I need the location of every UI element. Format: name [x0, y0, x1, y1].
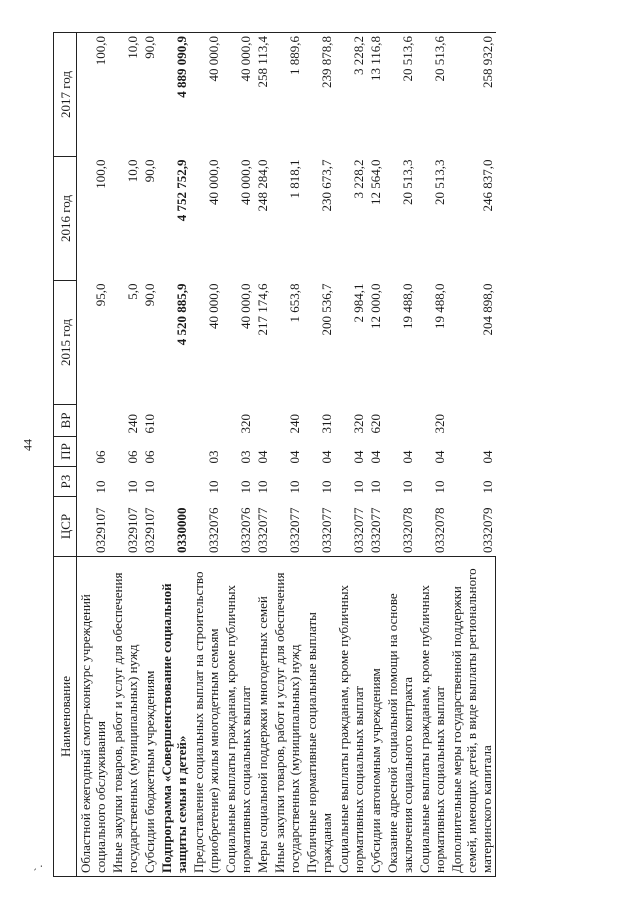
cell-name: Областной ежегодный смотр-конкурс учреждений социального обслуживания — [77, 557, 110, 877]
cell-csr: 0332076 — [238, 507, 253, 553]
cell-y2017: 239 878,8 — [303, 33, 335, 157]
cell-y2016: 90,0 — [142, 159, 157, 183]
cell-y2016: 246 837,0 — [479, 159, 495, 212]
cell-pr: 03 — [206, 450, 221, 464]
cell-vr: 240 — [125, 414, 140, 434]
cell-name: Меры социальной поддержки многодетных семей — [254, 557, 271, 877]
header-pr: ПР — [54, 437, 77, 467]
cell-csr: 0332079 — [479, 507, 495, 553]
cell-pr: 04 — [368, 450, 383, 464]
cell-csr: 0332077 — [255, 507, 270, 553]
cell-csr: 0329107 — [125, 507, 140, 553]
table-row — [109, 33, 141, 877]
cell-vr: 320 — [351, 414, 366, 434]
header-rz: РЗ — [54, 467, 77, 497]
corner-mark: `. — [33, 864, 46, 872]
cell-vr: 320 — [432, 414, 447, 434]
cell-y2016: 4 752 752,9 — [174, 159, 189, 222]
cell-y2015: 200 536,7 — [319, 283, 334, 336]
cell-csr: 0332078 — [432, 507, 447, 553]
cell-vr — [190, 405, 222, 437]
cell-y2017: 40 000,0 — [190, 33, 222, 157]
cell-pr — [158, 437, 190, 467]
cell-csr: 0332077 — [287, 507, 302, 553]
cell-y2015: 19 488,0 — [400, 283, 415, 329]
cell-y2017: 258 932,0 — [448, 33, 496, 157]
cell-y2015: 217 174,6 — [255, 283, 270, 336]
cell-csr: 0332077 — [351, 507, 366, 553]
table-row — [384, 33, 416, 877]
cell-rz: 10 — [400, 480, 415, 494]
cell-rz: 10 — [206, 480, 221, 494]
cell-name: Подпрограмма «Совершенствование социальной защиты семьи и детей» — [158, 557, 190, 877]
table-row — [222, 33, 254, 877]
cell-name: Субсидии бюджетным учреждениям — [141, 557, 158, 877]
cell-pr: 04 — [319, 450, 334, 464]
table-row — [254, 33, 271, 877]
budget-table — [53, 32, 496, 877]
cell-y2015: 5,0 — [125, 283, 140, 300]
cell-rz: 10 — [125, 480, 140, 494]
table-body — [77, 33, 496, 877]
cell-y2015: 90,0 — [142, 283, 157, 307]
cell-y2017: 258 113,4 — [254, 33, 271, 157]
cell-y2016: 248 284,0 — [255, 159, 270, 212]
cell-y2017: 20 513,6 — [416, 33, 448, 157]
cell-name: Иные закупки товаров, работ и услуг для обеспечения государственных (муниципальных) нужд — [109, 557, 141, 877]
cell-name: Публичные нормативные социальные выплаты гражданам — [303, 557, 335, 877]
cell-csr: 0332078 — [400, 507, 415, 553]
cell-y2015: 12 000,0 — [368, 283, 383, 329]
cell-csr: 0329107 — [93, 507, 108, 553]
cell-name: Дополнительные меры государственной поддержки семей, имеющих детей, в виде выплаты регионального материнского капитала — [448, 557, 496, 877]
cell-name: Социальные выплаты гражданам, кроме публичных нормативных социальных выплат — [222, 557, 254, 877]
table-row — [448, 33, 496, 877]
cell-y2016: 100,0 — [93, 159, 108, 189]
cell-vr: 310 — [319, 414, 334, 434]
cell-y2016: 20 513,3 — [432, 159, 447, 205]
table-row — [303, 33, 335, 877]
cell-y2016: 40 000,0 — [238, 159, 253, 205]
cell-rz: 10 — [368, 480, 383, 494]
cell-rz: 10 — [142, 480, 157, 494]
cell-y2017: 3 228,2 — [335, 33, 367, 157]
cell-y2016: 12 564,0 — [368, 159, 383, 205]
cell-y2017: 100,0 — [77, 33, 110, 157]
cell-rz: 10 — [287, 480, 302, 494]
cell-name: Социальные выплаты гражданам, кроме публичных нормативных социальных выплат — [335, 557, 367, 877]
cell-y2015: 204 898,0 — [479, 283, 495, 336]
cell-y2017: 20 513,6 — [384, 33, 416, 157]
header-name: Наименование — [54, 557, 77, 877]
header-2017: 2017 год — [54, 33, 77, 157]
header-2016: 2016 год — [54, 157, 77, 281]
cell-pr: 04 — [479, 450, 495, 464]
cell-y2015: 1 653,8 — [287, 283, 302, 323]
cell-vr — [448, 405, 496, 437]
header-row — [54, 33, 77, 877]
cell-y2015: 19 488,0 — [432, 283, 447, 329]
table-row — [367, 33, 384, 877]
cell-y2016: 1 818,1 — [287, 159, 302, 199]
cell-y2017: 90,0 — [141, 33, 158, 157]
page-number: 44 — [20, 439, 35, 451]
table-row — [416, 33, 448, 877]
cell-y2015: 95,0 — [93, 283, 108, 307]
cell-pr: 06 — [142, 450, 157, 464]
cell-y2015: 40 000,0 — [238, 283, 253, 329]
cell-vr — [77, 405, 110, 437]
cell-name: Иные закупки товаров, работ и услуг для обеспечения государственных (муниципальных) нужд — [271, 557, 303, 877]
cell-pr: 03 — [238, 450, 253, 464]
header-2015: 2015 год — [54, 281, 77, 405]
cell-rz: 10 — [319, 480, 334, 494]
cell-rz: 10 — [238, 480, 253, 494]
cell-pr: 04 — [400, 450, 415, 464]
cell-y2016: 20 513,3 — [400, 159, 415, 205]
cell-pr: 04 — [432, 450, 447, 464]
cell-pr: 04 — [287, 450, 302, 464]
cell-rz: 10 — [432, 480, 447, 494]
cell-csr: 0332077 — [368, 507, 383, 553]
cell-rz: 10 — [255, 480, 270, 494]
cell-y2015: 4 520 885,9 — [174, 283, 189, 346]
cell-csr: 0330000 — [174, 507, 189, 553]
cell-vr: 620 — [368, 414, 383, 434]
cell-vr — [254, 405, 271, 437]
rotated-page-content — [53, 33, 588, 877]
table-header — [54, 33, 77, 877]
cell-vr: 320 — [238, 414, 253, 434]
cell-pr: 06 — [93, 450, 108, 464]
cell-y2015: 2 984,1 — [351, 283, 366, 323]
cell-y2017: 40 000,0 — [222, 33, 254, 157]
header-vr: ВР — [54, 405, 77, 437]
cell-vr: 610 — [142, 414, 157, 434]
table-row — [158, 33, 190, 877]
cell-y2017: 4 889 090,9 — [158, 33, 190, 157]
table-row — [271, 33, 303, 877]
cell-pr: 04 — [255, 450, 270, 464]
cell-csr: 0332077 — [319, 507, 334, 553]
cell-y2017: 1 889,6 — [271, 33, 303, 157]
cell-rz: 10 — [351, 480, 366, 494]
cell-vr: 240 — [287, 414, 302, 434]
cell-rz — [158, 467, 190, 497]
table-row — [77, 33, 110, 877]
header-csr: ЦСР — [54, 497, 77, 557]
cell-name: Социальные выплаты гражданам, кроме публичных нормативных социальных выплат — [416, 557, 448, 877]
cell-y2017: 13 116,8 — [367, 33, 384, 157]
cell-y2016: 3 228,2 — [351, 159, 366, 199]
cell-rz: 10 — [93, 480, 108, 494]
table-row — [190, 33, 222, 877]
table-row — [335, 33, 367, 877]
table-row — [141, 33, 158, 877]
cell-name: Оказание адресной социальной помощи на основе заключения социального контракта — [384, 557, 416, 877]
cell-y2016: 10,0 — [125, 159, 140, 183]
cell-y2015: 40 000,0 — [206, 283, 221, 329]
cell-vr — [158, 405, 190, 437]
cell-pr: 06 — [125, 450, 140, 464]
cell-csr: 0332076 — [206, 507, 221, 553]
cell-name: Предоставление социальных выплат на строительство (приобретение) жилья многодетным семьям — [190, 557, 222, 877]
cell-y2016: 230 673,7 — [319, 159, 334, 212]
cell-csr: 0329107 — [142, 507, 157, 553]
cell-y2016: 40 000,0 — [206, 159, 221, 205]
cell-y2017: 10,0 — [109, 33, 141, 157]
cell-name: Субсидии автономным учреждениям — [367, 557, 384, 877]
cell-pr: 04 — [351, 450, 366, 464]
cell-vr — [384, 405, 416, 437]
cell-rz: 10 — [479, 480, 495, 494]
